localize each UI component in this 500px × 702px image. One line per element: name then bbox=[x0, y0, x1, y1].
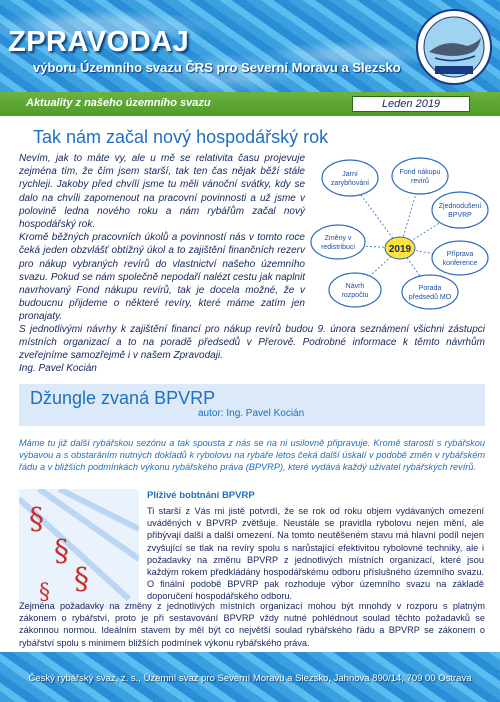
paragraph-symbols-image bbox=[19, 489, 139, 609]
svg-text:Porada: Porada bbox=[418, 285, 442, 292]
svg-text:Fond nákupu: Fond nákupu bbox=[399, 169, 441, 176]
svg-text:§: § bbox=[29, 502, 44, 537]
diagram-node-7 bbox=[402, 275, 458, 309]
article1-signature: Ing. Pavel Kocián bbox=[19, 363, 97, 374]
svg-text:Návrh: Návrh bbox=[345, 283, 365, 290]
article2-para1: Ti starší z Vás mi jistě potvrdí, že se rok od roku objem vydávaných omezení uváděných v BPVRP zvětšuje. Neustále se pravidla rybolovu nejen mění, ale přibývají další a další omezení. Na tomto neutěšeném stavu má hlavní podíl nejen zvyšující se tlak na revíry spolu s narůstající efektivitou rybolovné techniky, ale i požadavky na změnu BPVRP z jednotlivých místních organizací, které jsou každým rokem předkládány hospodářskému odboru příslušného územního svazu. O finální podobě BPVRP pak rozhoduje výbor územního svazu na základě doporučení hospodářského odboru. bbox=[147, 506, 484, 602]
diagram-center bbox=[385, 237, 415, 259]
svg-text:BPVRP: BPVRP bbox=[448, 212, 472, 219]
article1-para2: Kromě běžných pracovních úkolů a povinností nás v tomto roce čeká jeden obzvlášť obtížný úkol a to zajištění finančních rezerv pro nákup vybraných revírů do vlastnictví našeho územního svazu. Pokud se nám společně nepodaří nalézt cestu jak naplnit navrhovaný Fond nákupu revírů, tak je docela možné, že v budoucnu přijdeme o některé revíry, které máme zatím jen pronajaty. bbox=[19, 232, 305, 323]
svg-text:Jarní: Jarní bbox=[342, 171, 358, 178]
article1-para1: Nevím, jak to máte vy, ale u mě se relativita času projevuje zejména tím, že čím jsem starší, tak ten čas nějak běží stále rychleji. Jakoby před chvílí jsme tu měli vánoční svátky, kdy se dalo na chvíli zapomenout na pracovní povinnosti a už jsme v polovině ledna nového roku a nám rybářům začal nový hospodářský rok. bbox=[19, 153, 305, 231]
svg-text:zarybňování: zarybňování bbox=[330, 180, 370, 187]
article2-subheading: Plíživé bobtnání BPVRP bbox=[147, 490, 255, 501]
svg-text:Změny v: Změny v bbox=[324, 235, 352, 242]
svg-text:§: § bbox=[39, 580, 50, 605]
diagram-node-6 bbox=[329, 273, 381, 307]
svg-text:Příprava: Příprava bbox=[446, 251, 474, 258]
svg-text:revírů: revírů bbox=[411, 178, 429, 185]
svg-text:předsedů MO: předsedů MO bbox=[408, 294, 452, 301]
newsletter-title: ZPRAVODAJ bbox=[8, 26, 190, 58]
svg-text:§: § bbox=[74, 562, 89, 597]
newsletter-subtitle: výboru Územního svazu ČRS pro Severní Moravu a Slezsko bbox=[33, 60, 401, 75]
issue-date: Leden 2019 bbox=[352, 96, 470, 112]
svg-text:rozpočtu: rozpočtu bbox=[341, 292, 369, 299]
diagram-node-2 bbox=[392, 158, 448, 194]
article2-author: autor: Ing. Pavel Kocián bbox=[198, 408, 305, 419]
article2-para2: Zejména požadavky na změny z jednotlivých místních organizací mohou být mnohdy v rozporu s platným zákonem o rybářství, proto je při sestavování BPVRP vždy nutné pohlédnout soulad těchto požadavků se zákonnou normou. Ideálním stavem by měl být co největší soulad rybářského řádu a BPVRP se zákonem o rybářství spolu s minimem bližších podmínek výkonu rybářského práva. bbox=[19, 601, 485, 648]
svg-text:§: § bbox=[54, 534, 69, 569]
diagram-node-3 bbox=[432, 192, 488, 228]
section-label: Aktuality z našeho územního svazu bbox=[26, 97, 211, 109]
article1-para3: S jednotlivými návrhy k zajištění financí pro nákup revírů budou 9. února seznámení všichni zástupci místních organizací a to na poradě předsedů v Přerově. Podrobné informace k těmto návrhům zveřejníme samozřejmě i v našem Zpravodaji. bbox=[19, 324, 485, 362]
svg-text:Zjednodušení: Zjednodušení bbox=[438, 203, 482, 210]
plan-diagram bbox=[310, 150, 490, 320]
svg-text:konference: konference bbox=[442, 260, 478, 267]
footer-text: Český rybářský svaz, z. s., Územní svaz pro Severní Moravu a Slezsko, Jahnova 890/14, 709 00 Ostrava bbox=[28, 673, 472, 684]
diagram-node-5 bbox=[432, 241, 488, 275]
svg-text:2019: 2019 bbox=[388, 244, 412, 255]
diagram-node-4 bbox=[311, 225, 365, 259]
diagram-node-1 bbox=[322, 160, 378, 196]
article2-title: Džungle zvaná BPVRP bbox=[30, 388, 216, 408]
crs-logo-icon bbox=[415, 8, 493, 86]
article2-intro: Máme tu již další rybářskou sezónu a tak spousta z nás se na ni usilovně připravuje. Kromě starostí s rybářskou výbavou a s obstaráním nutných dokladů k rybolovu na rybáře letos čeká další úskalí v podobě změn v rybářském řádu a v bližších podmínkách výkonu rybářského práva (BPVRP), které vydává každý uživatel rybářských revírů. bbox=[19, 438, 485, 473]
article1-body bbox=[19, 152, 305, 324]
svg-text:redistribuci: redistribuci bbox=[321, 244, 355, 251]
article1-title: Tak nám začal nový hospodářský rok bbox=[33, 127, 329, 147]
